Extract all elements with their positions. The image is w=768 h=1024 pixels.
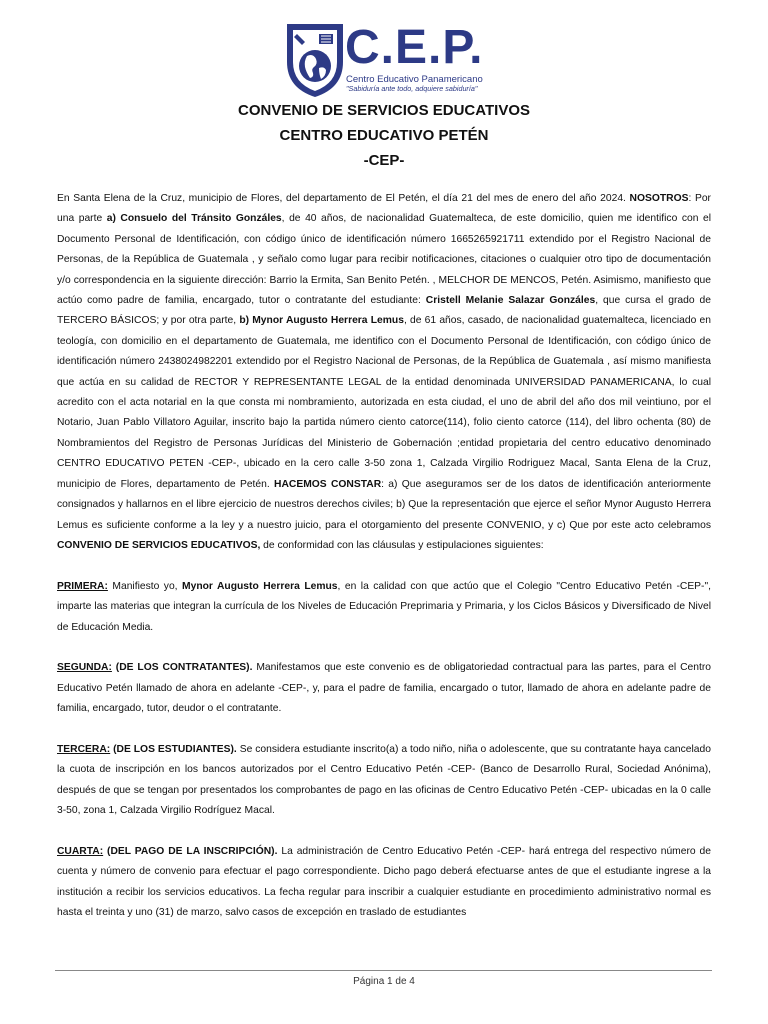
page-number: Página 1 de 4 [353, 976, 415, 987]
document-body [57, 189, 711, 924]
document-titles [0, 98, 768, 173]
shield-icon [287, 24, 343, 97]
logo-wordmark: C.E.P. [345, 21, 484, 74]
intro-paragraph: En Santa Elena de la Cruz, municipio de Flores, del departamento de El Petén, el día 21 del mes de enero del año 2024. NOSOTROS: Por una parte a) Consuelo del Tránsito Gonzáles, de 40 años, de nacionalidad Guatemalteca, de este domicilio, quien me identifico con el Documento Personal de Identificación, con código único de identificación número 1665265921711 extendido por el Registro Nacional de Personas, de la República de Guatemala , y señalo como lugar para recibir notificaciones, citaciones o cualquier otro tipo de documentación y/o correspondencia en la siguiente dirección: Barrio la Ermita, San Benito Petén. , MELCHOR DE MENCOS, Petén. Asimismo, manifiesto que actúo como padre de familia, encargado, tutor o contratante del estudiante: Cristell Melanie Salazar Gonzáles, que cursa el grado de TERCERO BÁSICOS; y por otra parte, b) Mynor Augusto Herrera Lemus, de 61 años, casado, de nacionalidad guatemalteca, licenciado en teología, con domicilio en el departamento de Guatemala, me identifico con el Documento Personal de Identificación, con código único de identificación número 2438024982201 extendido por el Registro Nacional de Personas, de la República de Guatemala , así mismo manifiesta que actúa en su calidad de RECTOR Y REPRESENTANTE LEGAL de la entidad denominada UNIVERSIDAD PANAMERICANA, lo cual acredito con el acta notarial en la que consta mi nombramiento, autorizada en esta ciudad, el uno de abril del año dos mil veintiuno, por el Notario, Juan Pablo Villatoro Aguilar, inscrito bajo la partida número ciento catorce(114), folio ciento catorce (114), del libro ochenta (80) de Nombramientos del Registro de Personas Jurídicas del Ministerio de Gobernación ;entidad propietaria del centro educativo denominado CENTRO EDUCATIVO PETEN -CEP-, ubicado en la cero calle 3-50 zona 1, Calzada Virgilio Rodriguez Macal, Santa Elena de la Cruz, municipio de Flores, departamento de Petén. HACEMOS CONSTAR: a) Que aseguramos ser de los datos de identificación anteriormente consignados y hallarnos en el libre ejercicio de nuestros derechos civiles; b) Que la representación que ejerce el señor Mynor Augusto Herrera Lemus es suficiente conforme a la ley y a nuestro juicio, para el otorgamiento del presente CONVENIO, y c) Que por este acto celebramos CONVENIO DE SERVICIOS EDUCATIVOS, de conformidad con las cláusulas y estipulaciones siguientes: [57, 193, 712, 551]
logo-motto: "Sabiduría ante todo, adquiere sabiduría" [346, 84, 478, 93]
title-convenio: CONVENIO DE SERVICIOS EDUCATIVOS [238, 102, 530, 119]
clause-cuarta: CUARTA: (DEL PAGO DE LA INSCRIPCIÓN). La administración de Centro Educativo Petén -CEP- hará entrega del respectivo número de cuenta y número de convenio para efectuar el pago correspondiente. Dicho pago deberá efectuarse antes de que el estudiante ingrese a la institución a recibir los servicios educativos. La fecha regular para inscribir a cualquier estudiante en procedimiento administrativo normal es hasta el treinta y uno (31) de marzo, salvo casos de excepción en traslado de estudiantes [57, 845, 711, 919]
logo-subtitle: Centro Educativo Panamericano [346, 74, 483, 85]
clause-tercera: TERCERA: (DE LOS ESTUDIANTES). Se considera estudiante inscrito(a) a todo niño, niña o adolescente, que su contratante haya cancelado la cuota de inscripción en los bancos autorizados por el Centro Educativo Petén -CEP- (Banco de Desarrollo Rural, Sociedad Anónima), después de que se tengan por presentados los comprobantes de pago en las oficinas de Centro Educativo Petén -CEP- ubicadas en la 0 calle 3-50, zona 1, Calzada Virgilio Rodríguez Macal. [57, 743, 711, 817]
title-cep: -CEP- [363, 152, 405, 169]
clause-segunda: SEGUNDA: (DE LOS CONTRATANTES). Manifestamos que este convenio es de obligatoriedad contractual para las partes, para el Centro Educativo Petén llamado de ahora en adelante -CEP-, y, para el padre de familia, encargado o tutor, llamado de ahora en adelante padre de familia, encargado, tutor, deudor o el contratante. [57, 662, 711, 715]
title-centro: CENTRO EDUCATIVO PETÉN [279, 127, 489, 144]
clause-primera: PRIMERA: Manifiesto yo, Mynor Augusto Herrera Lemus, en la calidad con que actúo que el Colegio "Centro Educativo Petén -CEP-", imparte las materias que integran la currícula de los Niveles de Educación Preprimaria y Primaria, y los Ciclos Básicos y Diversificado de Nivel de Educación Media. [57, 580, 711, 633]
footer-divider [55, 970, 712, 971]
